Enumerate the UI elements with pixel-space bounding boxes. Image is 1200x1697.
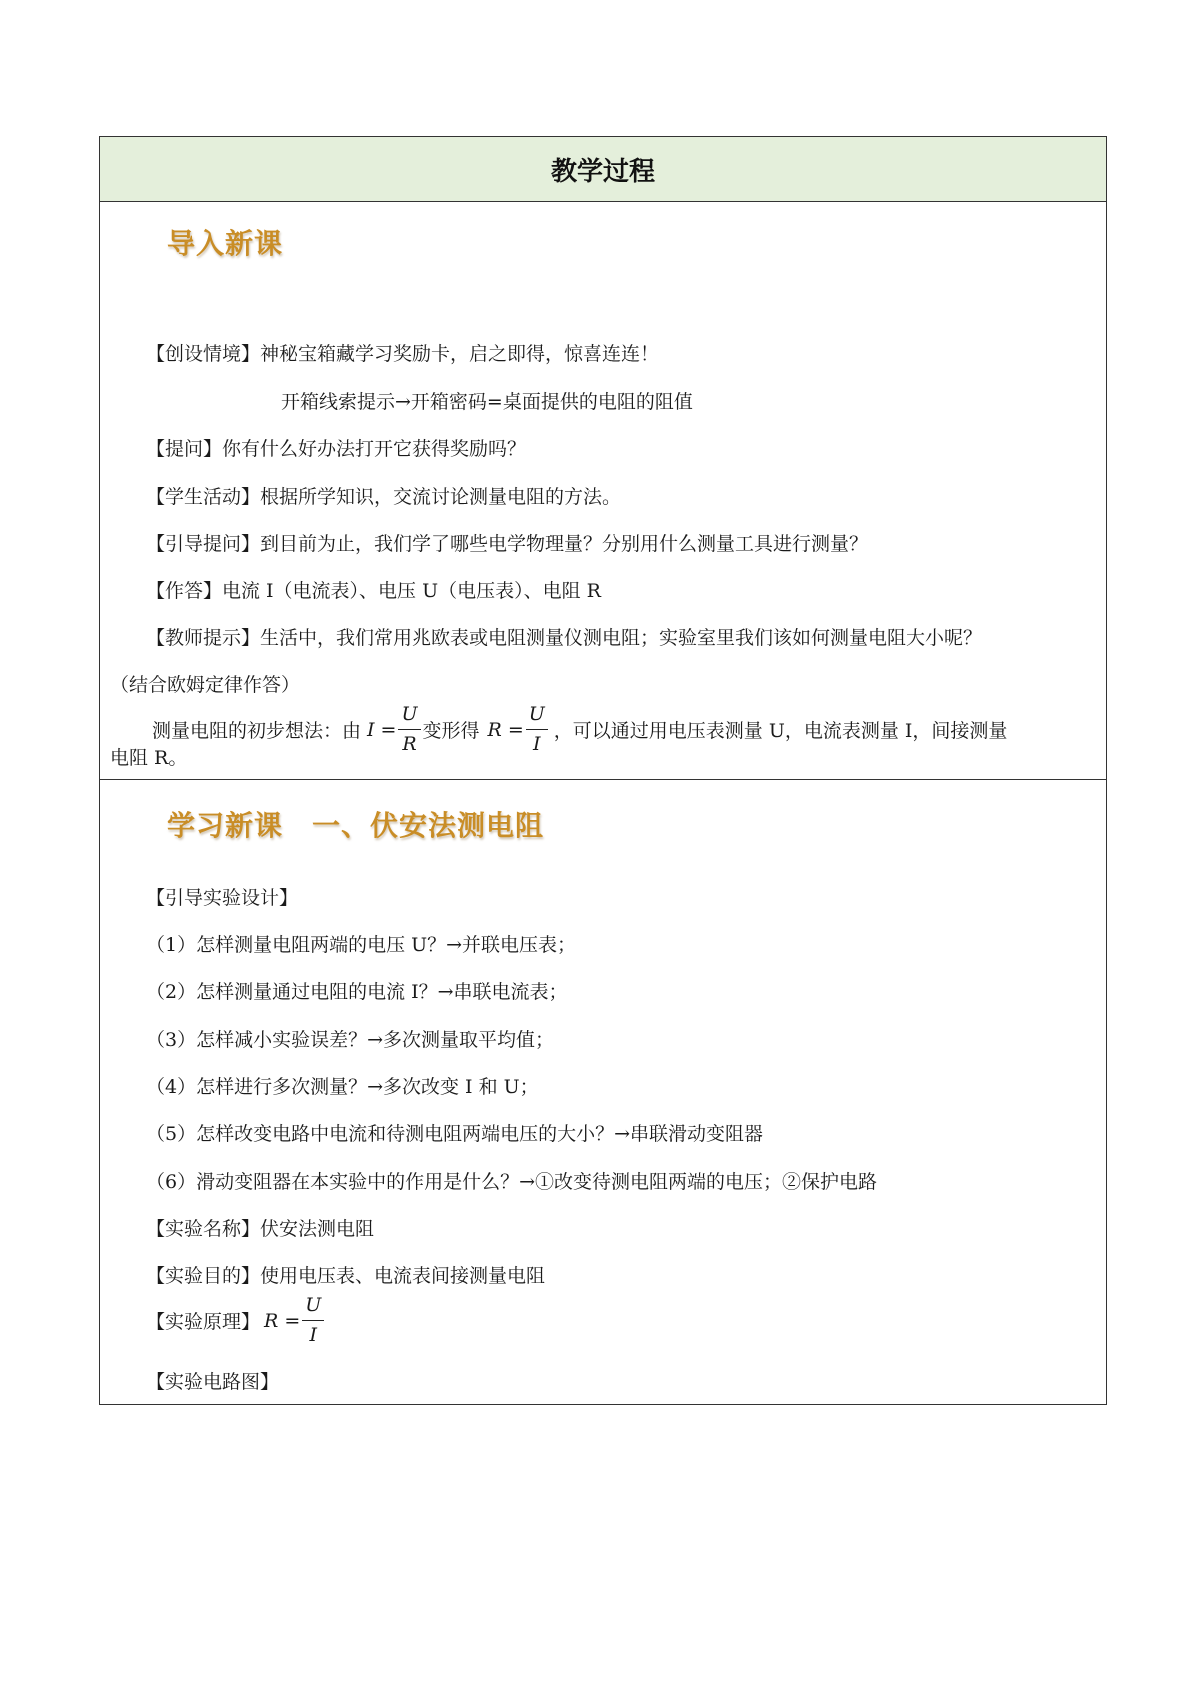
text-line: （结合欧姆定律作答） bbox=[110, 674, 301, 696]
new-lesson-section bbox=[100, 780, 1106, 1404]
section-title-intro: 导入新课 bbox=[167, 227, 284, 260]
text-line: 【实验名称】伏安法测电阻 bbox=[146, 1218, 375, 1240]
principle-numerator: U bbox=[302, 1296, 324, 1321]
principle-lhs: R = bbox=[264, 1309, 301, 1332]
formula-1-lhs: I = bbox=[367, 718, 397, 741]
text-line: 【作答】电流 I（电流表）、电压 U（电压表）、电阻 R bbox=[146, 580, 601, 602]
text-line: 【引导实验设计】 bbox=[146, 887, 299, 909]
text-line: （2）怎样测量通过电阻的电流 I？→串联电流表； bbox=[146, 981, 568, 1003]
text-line: 【提问】你有什么好办法打开它获得奖励吗？ bbox=[146, 438, 527, 460]
text-line: （5）怎样改变电路中电流和待测电阻两端电压的大小？→串联滑动变阻器 bbox=[146, 1123, 764, 1145]
text-line: （1）怎样测量电阻两端的电压 U？→并联电压表； bbox=[146, 934, 577, 956]
text-line: 开箱线索提示→开箱密码=桌面提供的电阻的阻值 bbox=[281, 391, 693, 413]
section-title-new-lesson: 学习新课 一、伏安法测电阻 bbox=[167, 809, 545, 842]
table-title: 教学过程 bbox=[100, 137, 1106, 202]
formula-2-numerator: U bbox=[526, 705, 548, 730]
formula-2-fraction bbox=[526, 705, 548, 754]
text-line: 电阻 R。 bbox=[110, 747, 188, 769]
principle-denominator: I bbox=[309, 1324, 318, 1346]
text-line: 【实验目的】使用电压表、电流表间接测量电阻 bbox=[146, 1265, 546, 1287]
text-line: 【学生活动】根据所学知识，交流讨论测量电阻的方法。 bbox=[146, 486, 622, 508]
formula-middle: 变形得 bbox=[422, 720, 480, 742]
text-line: （3）怎样减小实验误差？→多次测量取平均值； bbox=[146, 1029, 555, 1051]
formula-1-fraction bbox=[398, 705, 420, 754]
teaching-process-table bbox=[99, 136, 1107, 1405]
formula-1-denominator: R bbox=[402, 733, 417, 755]
text-line: 【教师提示】生活中，我们常用兆欧表或电阻测量仪测电阻；实验室里我们该如何测量电阻大小呢？ bbox=[146, 627, 983, 649]
principle-label: 【实验原理】 bbox=[146, 1311, 261, 1333]
text-line: （4）怎样进行多次测量？→多次改变 I 和 U； bbox=[146, 1076, 539, 1098]
text-line: 【引导提问】到目前为止，我们学了哪些电学物理量？分别用什么测量工具进行测量？ bbox=[146, 533, 869, 555]
formula-suffix: ，可以通过用电压表测量 U，电流表测量 I，间接测量 bbox=[553, 720, 1008, 742]
text-line: 【创设情境】神秘宝箱藏学习奖励卡，启之即得，惊喜连连！ bbox=[146, 343, 660, 365]
formula-1-numerator: U bbox=[398, 705, 420, 730]
formula-prefix: 测量电阻的初步想法：由 bbox=[152, 720, 362, 742]
circuit-label: 【实验电路图】 bbox=[146, 1371, 280, 1393]
intro-section bbox=[100, 202, 1106, 780]
text-line: （6）滑动变阻器在本实验中的作用是什么？→①改变待测电阻两端的电压；②保护电路 bbox=[146, 1171, 878, 1193]
formula-line bbox=[152, 705, 1007, 754]
formula-2-lhs: R = bbox=[487, 718, 524, 741]
principle-line bbox=[146, 1296, 326, 1345]
formula-2-denominator: I bbox=[533, 733, 541, 755]
principle-fraction bbox=[302, 1296, 324, 1345]
